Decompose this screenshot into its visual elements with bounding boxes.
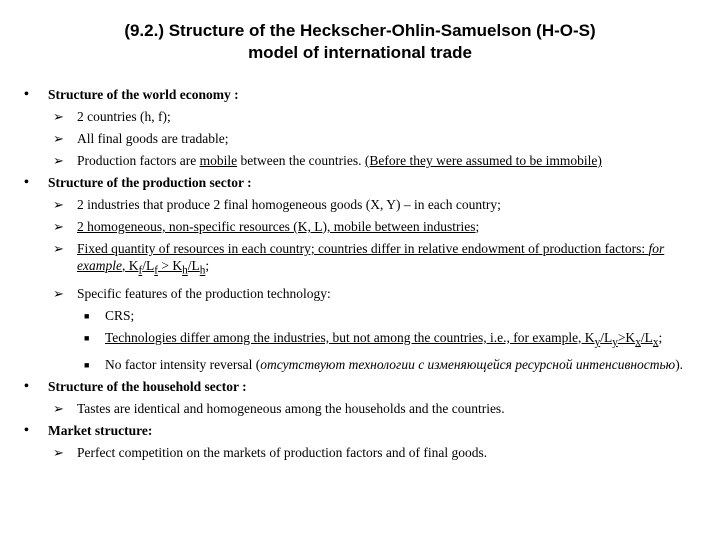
tech-sub-y1: y xyxy=(594,336,601,349)
resources-end: ; xyxy=(475,219,480,234)
fixed-end: ; xyxy=(205,258,210,273)
household-heading: Structure of the household sector : xyxy=(48,379,247,395)
fixed-sub-f1: f xyxy=(138,264,143,277)
reversal-text-a: No factor intensity reversal ( xyxy=(105,357,261,373)
item-resources xyxy=(20,218,710,235)
arrow-bullet-icon: ➢ xyxy=(53,197,64,212)
arrow-bullet-icon: ➢ xyxy=(53,153,64,168)
item-fixed-quantity xyxy=(20,240,710,280)
reversal-russian: отсутствуют технологии с изменяющейся ресурсной интенсивностью xyxy=(260,357,676,373)
fixed-text-2: , K xyxy=(121,258,139,273)
tech-text-2: /L xyxy=(600,329,613,345)
tastes-text: Tastes are identical and homogeneous among the households and the countries. xyxy=(77,401,505,417)
tech-sub-x1: x xyxy=(635,336,641,349)
round-bullet-icon: • xyxy=(24,175,29,190)
fixed-text-3: /L xyxy=(142,258,155,273)
bullet-world-economy xyxy=(20,86,710,103)
industries-text: 2 industries that produce 2 final homogeneous goods (X, Y) – in each country; xyxy=(77,197,501,212)
tradable-text: All final goods are tradable; xyxy=(77,131,229,146)
arrow-bullet-icon: ➢ xyxy=(53,285,64,301)
slide-title xyxy=(0,20,720,64)
round-bullet-icon: • xyxy=(24,379,29,395)
resources-text: 2 homogeneous, non-specific resources (K, L), mobile between industries xyxy=(77,219,476,234)
arrow-bullet-icon: ➢ xyxy=(53,401,64,417)
fixed-sub-h2: h xyxy=(199,264,206,277)
tech-text-1: Technologies differ among the industries, but not among the countries, i.e., for example, K xyxy=(105,329,595,345)
fixed-text-4: > K xyxy=(157,258,183,273)
tech-sub-y2: y xyxy=(612,336,618,349)
fixed-sub-f2: f xyxy=(154,264,158,277)
square-bullet-icon: ■ xyxy=(84,360,90,371)
title-line-2: model of international trade xyxy=(248,43,472,62)
item-industries xyxy=(20,196,710,213)
item-factors-mobile xyxy=(20,152,710,169)
subitem-technologies xyxy=(20,329,710,352)
tech-end: ; xyxy=(658,329,663,345)
fixed-sub-h1: h xyxy=(182,264,188,277)
round-bullet-icon: • xyxy=(24,423,29,439)
bullet-household-sector xyxy=(20,378,710,395)
tech-text-4: /L xyxy=(640,329,653,345)
subitem-crs xyxy=(20,307,710,324)
square-bullet-icon: ■ xyxy=(84,332,90,343)
fixed-text-5: /L xyxy=(187,258,200,273)
factors-note: (Before they were assumed to be immobile) xyxy=(364,153,602,168)
fixed-example: for example xyxy=(77,241,665,273)
item-competition xyxy=(20,444,710,461)
reversal-text-b: ). xyxy=(675,357,684,373)
competition-text: Perfect competition on the markets of production factors and of final goods. xyxy=(77,445,488,461)
square-bullet-icon: ■ xyxy=(84,310,90,321)
factors-text-a: Production factors are xyxy=(77,153,200,168)
countries-text: 2 countries (h, f); xyxy=(77,109,171,124)
title-line-1: (9.2.) Structure of the Heckscher-Ohlin-Samuelson (H-O-S) xyxy=(124,21,596,40)
item-specific-features xyxy=(20,285,710,302)
arrow-bullet-icon: ➢ xyxy=(53,241,64,256)
specific-text: Specific features of the production technology: xyxy=(77,285,331,301)
item-tradable xyxy=(20,130,710,147)
factors-text-b: between the countries. xyxy=(237,153,365,168)
market-heading: Market structure: xyxy=(48,423,153,439)
round-bullet-icon: • xyxy=(24,87,29,102)
production-heading: Structure of the production sector : xyxy=(48,175,252,190)
slide-content xyxy=(20,86,710,466)
item-tastes xyxy=(20,400,710,417)
item-countries xyxy=(20,108,710,125)
bullet-market-structure xyxy=(20,422,710,439)
arrow-bullet-icon: ➢ xyxy=(53,445,64,461)
tech-text-3: >K xyxy=(617,329,636,345)
arrow-bullet-icon: ➢ xyxy=(53,131,64,146)
factors-mobile-word: mobile xyxy=(199,153,238,168)
subitem-no-reversal xyxy=(20,356,710,373)
world-economy-heading: Structure of the world economy : xyxy=(48,87,239,102)
tech-sub-x2: x xyxy=(652,336,659,349)
bullet-production-sector xyxy=(20,174,710,191)
arrow-bullet-icon: ➢ xyxy=(53,109,64,124)
fixed-text-1: Fixed quantity of resources in each country; countries differ in relative endowment of production factors: xyxy=(77,241,649,256)
arrow-bullet-icon: ➢ xyxy=(53,219,64,234)
crs-text: CRS; xyxy=(105,307,135,323)
